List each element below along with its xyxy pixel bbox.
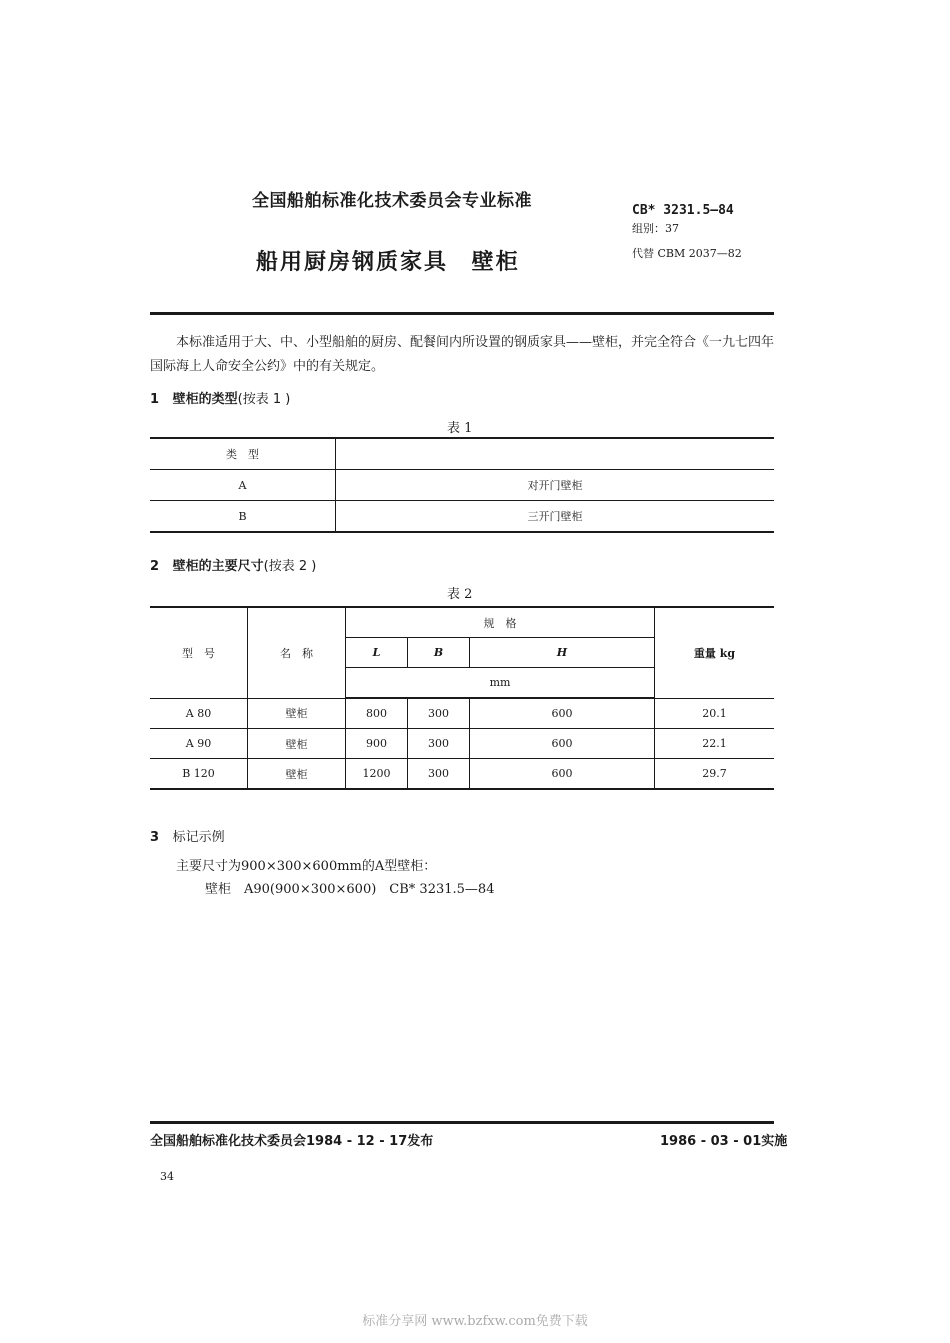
section-2-number: 2 [150,559,160,574]
example-description: 主要尺寸为900×300×600mm的A型壁柜： [176,859,437,874]
table-2-header-spec: 规 格 [346,607,655,638]
section-1-heading [150,388,290,407]
breadth-cell: 300 [408,759,470,790]
table-2-header-row [150,607,774,638]
standard-code: CB* 3231.5—84 [632,203,734,218]
table-1 [150,437,774,533]
section-3-heading [150,826,225,845]
table-row [150,698,774,729]
table-1-type-cell: A [150,470,336,501]
section-1-ref: (按表 1 ) [237,392,291,407]
weight-cell: 22.1 [655,729,775,759]
table-1-caption: 表 1 [447,421,473,436]
model-cell: B 120 [150,759,248,790]
replaces-standard: 代替 CBM 2037—82 [632,247,742,260]
name-cell: 壁柜 [248,729,346,759]
breadth-cell: 300 [408,698,470,729]
table-2-header-model: 型 号 [150,607,248,698]
section-2-heading [150,555,316,574]
table-row [150,470,774,501]
height-cell: 600 [470,759,655,790]
section-3-title: 标记示例 [172,830,225,845]
table-row [150,729,774,759]
table-1-header-blank [336,438,775,470]
model-cell: A 90 [150,729,248,759]
table-2-header-unit: mm [346,668,655,699]
watermark: 标准分享网 www.bzfxw.com免费下载 [362,1314,588,1329]
section-1-number: 1 [150,392,160,407]
breadth-cell: 300 [408,729,470,759]
weight-cell: 20.1 [655,698,775,729]
height-cell: 600 [470,729,655,759]
table-1-desc-cell: 三开门壁柜 [336,501,775,533]
example-marking: 壁柜 A90(900×300×600) CB* 3231.5—84 [205,882,495,897]
table-row [150,759,774,790]
top-rule [150,312,774,315]
section-1-title: 壁柜的类型 [172,392,238,407]
table-1-header-row [150,438,774,470]
height-cell: 600 [470,698,655,729]
table-2-header-name: 名 称 [248,607,346,698]
table-2-header-B: B [408,638,470,668]
committee-heading: 全国船舶标准化技术委员会专业标准 [252,191,532,211]
model-cell: A 80 [150,698,248,729]
weight-cell: 29.7 [655,759,775,790]
bottom-rule [150,1121,774,1124]
table-1-desc-cell: 对开门壁柜 [336,470,775,501]
name-cell: 壁柜 [248,698,346,729]
table-2-caption: 表 2 [447,587,473,602]
name-cell: 壁柜 [248,759,346,790]
section-2-ref: (按表 2 ) [263,559,317,574]
table-2-header-H: H [470,638,655,668]
group-number: 组别：37 [632,222,679,235]
length-cell: 900 [346,729,408,759]
section-2-title: 壁柜的主要尺寸 [172,559,264,574]
table-1-header-type: 类 型 [150,438,336,470]
table-2 [150,606,774,790]
issue-date: 全国船舶标准化技术委员会1984 - 12 - 17发布 [150,1134,434,1149]
page-number: 34 [160,1170,174,1183]
table-2-header-L: L [346,638,408,668]
table-row [150,501,774,533]
table-1-type-cell: B [150,501,336,533]
table-2-header-weight: 重量 kg [655,607,775,698]
effective-date: 1986 - 03 - 01实施 [660,1134,788,1149]
intro-paragraph: 本标准适用于大、中、小型船舶的厨房、配餐间内所设置的钢质家具——壁柜，并完全符合《一九七四年国际海上人命安全公约》中的有关规定。 [150,335,775,374]
section-3-number: 3 [150,830,160,845]
length-cell: 800 [346,698,408,729]
document-title: 船用厨房钢质家具 壁柜 [256,250,520,275]
length-cell: 1200 [346,759,408,790]
